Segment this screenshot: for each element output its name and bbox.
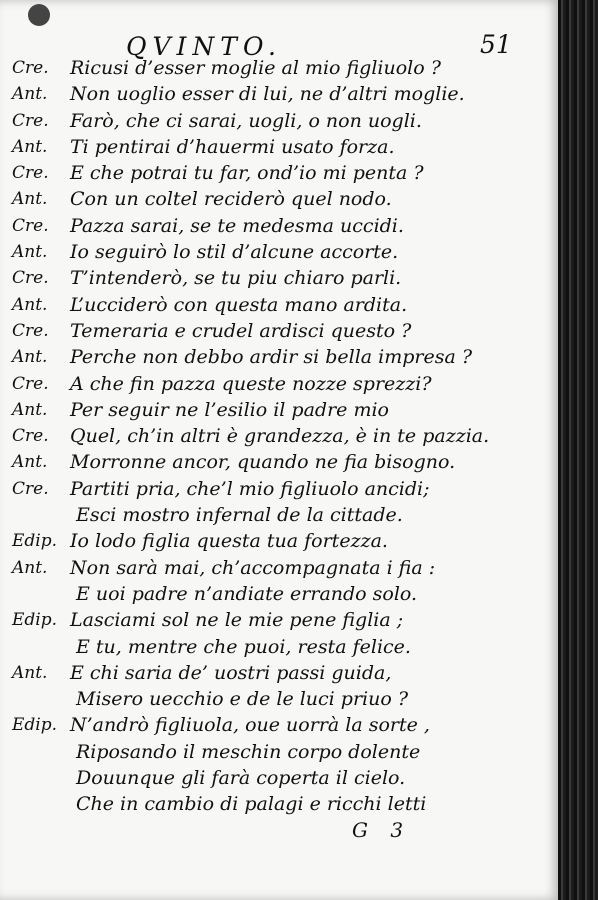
book-spine xyxy=(558,0,598,900)
verse-text: Ricusi d’esser moglie al mio figliuolo ? xyxy=(70,57,441,79)
verse-line xyxy=(12,555,547,581)
verse-line xyxy=(12,449,547,475)
verse-line xyxy=(12,581,547,607)
verse-text: Esci mostro infernal de la cittade. xyxy=(76,504,403,527)
page-corner-mark xyxy=(28,4,50,26)
verse-line xyxy=(12,292,547,318)
verse-text: Morronne ancor, quando ne fia bisogno. xyxy=(70,451,456,474)
verse-text: L’ucciderò con questa mano ardita. xyxy=(70,293,408,316)
verse-line xyxy=(12,81,547,107)
speaker-label: Ant. xyxy=(12,557,48,578)
verse-line xyxy=(12,55,547,81)
page-number: 51 xyxy=(480,30,512,59)
speaker-label: Ant. xyxy=(12,84,48,105)
verse-line xyxy=(12,660,547,686)
verse-text: Douunque gli farà coperta il cielo. xyxy=(76,767,406,790)
verse-text: Temeraria e crudel ardisci questo ? xyxy=(70,319,412,342)
speaker-label: Cre. xyxy=(12,110,49,131)
running-title: QVINTO. xyxy=(126,32,282,61)
speaker-label: Ant. xyxy=(12,189,48,210)
verse-line xyxy=(12,213,547,239)
verse-text: Pazza sarai, se te medesma uccidi. xyxy=(70,214,404,237)
speaker-label: Cre. xyxy=(12,268,49,289)
speaker-label: Cre. xyxy=(12,320,49,341)
speaker-label: Edip. xyxy=(12,610,58,631)
speaker-label: Ant. xyxy=(12,399,48,420)
verse-text: Quel, ch’in altri è grandezza, è in te pazzia. xyxy=(70,425,490,448)
verse-text: E uoi padre n’andiate errando solo. xyxy=(76,582,418,605)
verse-text: Non sarà mai, ch’accompagnata i fia : xyxy=(70,556,436,579)
verse-line xyxy=(12,765,547,791)
verse-line xyxy=(12,476,547,502)
verse-line xyxy=(12,528,547,554)
verse-line xyxy=(12,634,547,660)
speaker-label: Edip. xyxy=(12,715,58,736)
verse-text: Farò, che ci sarai, uogli, o non uogli. xyxy=(70,109,422,132)
verse-line xyxy=(12,791,547,817)
verse-text: A che fin pazza queste nozze sprezzi? xyxy=(70,372,432,395)
verse-text: Con un coltel reciderò quel nodo. xyxy=(70,188,392,211)
verse-text: Misero uecchio e de le luci priuo ? xyxy=(76,688,409,711)
speaker-label: Cre. xyxy=(12,426,49,447)
verse-text: Ti pentirai d’hauermi usato forza. xyxy=(70,135,395,158)
verse-line xyxy=(12,712,547,738)
speaker-label: Ant. xyxy=(12,136,48,157)
verse-text: Io lodo figlia questa tua fortezza. xyxy=(70,530,388,553)
verse-text: Partiti pria, che’l mio figliuolo ancidi; xyxy=(70,477,430,500)
verse-line xyxy=(12,397,547,423)
verse-line xyxy=(12,186,547,212)
verse-text: E che potrai tu far, ond’io mi penta ? xyxy=(70,162,424,185)
verse-text: Riposando il meschin corpo dolente xyxy=(76,740,421,763)
verse-line xyxy=(12,423,547,449)
verse-line xyxy=(12,265,547,291)
verse-text: N’andrò figliuola, oue uorrà la sorte , xyxy=(70,714,430,737)
speaker-label: Ant. xyxy=(12,347,48,368)
verse-line xyxy=(12,318,547,344)
verse-text: Lasciami sol ne le mie pene figlia ; xyxy=(70,609,404,632)
verse-text: E chi saria de’ uostri passi guida, xyxy=(70,661,392,684)
verse-text: T’intenderò, se tu piu chiaro parli. xyxy=(70,267,402,290)
verse-line xyxy=(12,686,547,712)
verse-line xyxy=(12,344,547,370)
verse-line xyxy=(12,607,547,633)
verse-text: Per seguir ne l’esilio il padre mio xyxy=(70,398,389,421)
verse-list xyxy=(12,55,547,818)
verse-text: Che in cambio di palagi e ricchi letti xyxy=(76,793,427,816)
speaker-label: Cre. xyxy=(12,163,49,184)
speaker-label: Ant. xyxy=(12,452,48,473)
verse-text: Io seguirò lo stil d’alcune accorte. xyxy=(70,241,399,264)
verse-line xyxy=(12,134,547,160)
signature-mark: G 3 xyxy=(352,818,412,842)
verse-line xyxy=(12,239,547,265)
speaker-label: Cre. xyxy=(12,58,49,78)
speaker-label: Cre. xyxy=(12,373,49,394)
verse-line xyxy=(12,371,547,397)
verse-text: Perche non debbo ardir si bella impresa ? xyxy=(70,346,473,369)
verse-line xyxy=(12,160,547,186)
speaker-label: Cre. xyxy=(12,478,49,499)
verse-text: Non uoglio esser di lui, ne d’altri moglie. xyxy=(70,83,465,106)
verse-line xyxy=(12,739,547,765)
speaker-label: Cre. xyxy=(12,215,49,236)
verse-line xyxy=(12,108,547,134)
speaker-label: Ant. xyxy=(12,294,48,315)
verse-text: E tu, mentre che puoi, resta felice. xyxy=(76,635,411,658)
speaker-label: Ant. xyxy=(12,662,48,683)
verse-line xyxy=(12,502,547,528)
speaker-label: Ant. xyxy=(12,242,48,263)
speaker-label: Edip. xyxy=(12,531,58,552)
